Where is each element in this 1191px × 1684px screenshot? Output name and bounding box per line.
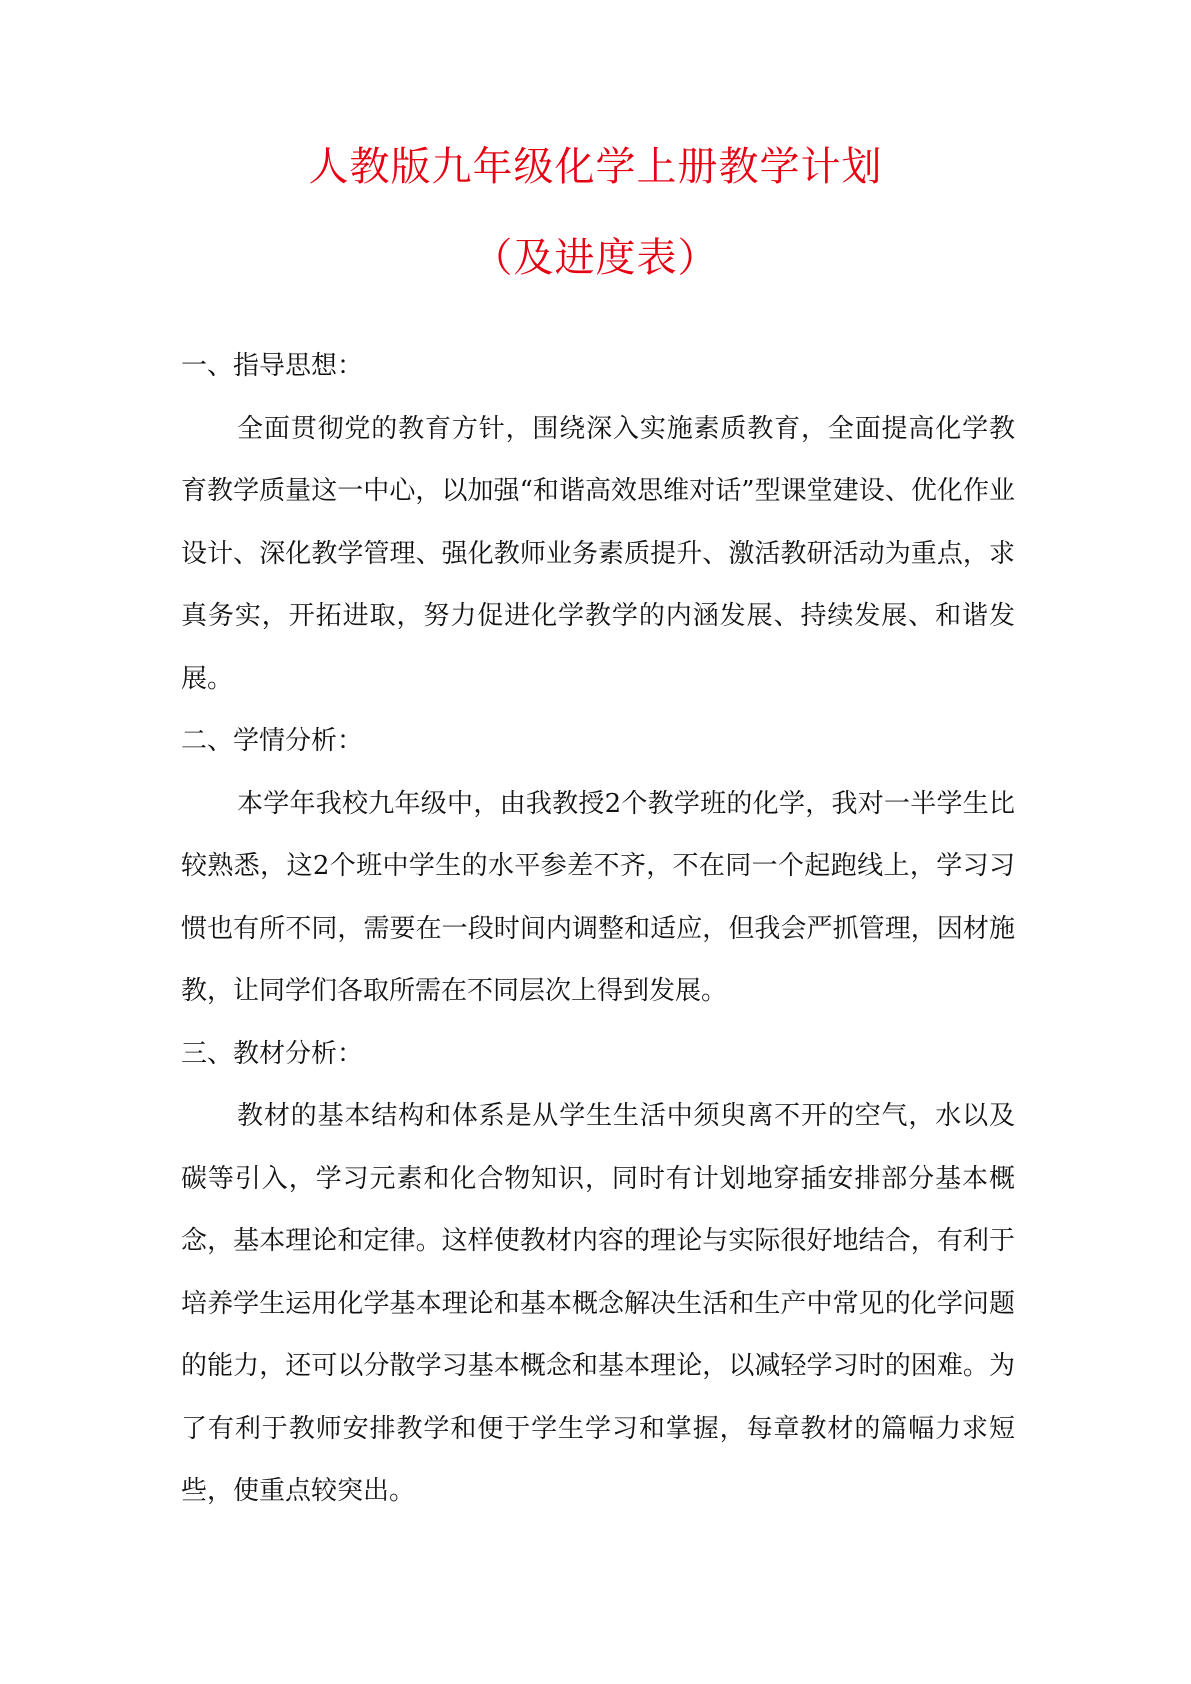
section-heading: 一、指导思想： bbox=[181, 351, 364, 381]
section-heading: 二、学情分析： bbox=[181, 726, 364, 756]
section-paragraph: 教材的基本结构和体系是从学生生活中须臾离不开的空气，水以及碳等引入，学习元素和化合物知识，同时有计划地穿插安排部分基本概念，基本理论和定律。这样使教材内容的理论与实际很好地结合，有利于培养学生运用化学基本理论和基本概念解决生活和生产中常见的化学问题的能力，还可以分散学习基本概念和基本理论，以减轻学习时的困难。为了有利于教师安排教学和便于学生学习和掌握，每章教材的篇幅力求短些，使重点较突出。 bbox=[181, 1101, 1015, 1506]
document-body bbox=[181, 335, 1015, 1523]
section-textbook-analysis bbox=[181, 1023, 1015, 1523]
section-guiding-ideology bbox=[181, 335, 1015, 710]
section-paragraph: 本学年我校九年级中，由我教授2个教学班的化学，我对一半学生比较熟悉，这2个班中学生的水平参差不齐，不在同一个起跑线上，学习习惯也有所不同，需要在一段时间内调整和适应，但我会严抓管理，因材施教，让同学们各取所需在不同层次上得到发展。 bbox=[181, 788, 1015, 1006]
section-paragraph: 全面贯彻党的教育方针，围绕深入实施素质教育，全面提高化学教育教学质量这一中心，以加强“和谐高效思维对话”型课堂建设、优化作业设计、深化教学管理、强化教师业务素质提升、激活教研活动为重点，求真务实，开拓进取，努力促进化学教学的内涵发展、持续发展、和谐发展。 bbox=[181, 413, 1015, 694]
document-title: 人教版九年级化学上册教学计划 bbox=[308, 144, 883, 190]
document-subtitle: （及进度表） bbox=[472, 235, 719, 281]
section-heading: 三、教材分析： bbox=[181, 1038, 364, 1069]
section-student-analysis bbox=[181, 710, 1015, 1023]
